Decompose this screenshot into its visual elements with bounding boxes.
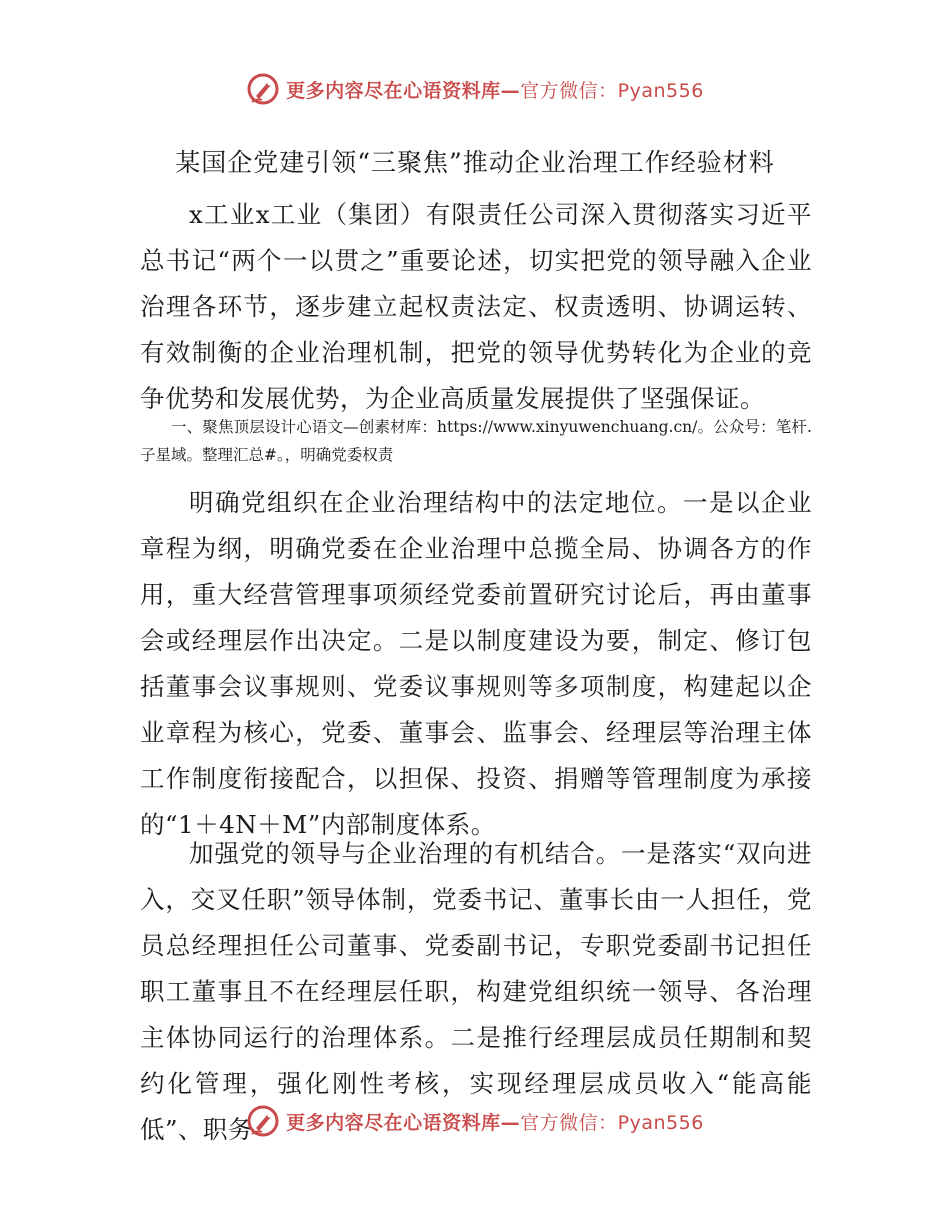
section-heading: 一、聚焦顶层设计心语文—创素材库：https://www.xinyuwenchuang.cn/。公众号：笔杆.子星域。整理汇总#。，明确党委权责 xyxy=(140,418,812,464)
banner-wechat-text: 官方微信：Pyan556 xyxy=(520,1111,704,1134)
intro-paragraph: x工业x工业（集团）有限责任公司深入贯彻落实习近平总书记“两个一以贯之”重要论述，切实把党的领导融入企业治理各环节，逐步建立起权责法定、权责透明、协调运转、有效制衡的企业治理机制，把党的领导优势转化为企业的竞争优势和发展优势，为企业高质量发展提供了坚强保证。 xyxy=(140,200,812,413)
pen-nib-logo-icon xyxy=(246,1104,280,1138)
body-paragraph-2: 加强党的领导与企业治理的有机结合。一是落实“双向进入，交叉任职”领导体制，党委书记、董事长由一人担任，党员总经理担任公司董事、党委副书记，专职党委副书记担任职工董事且不在经理层任职，构建党组织统一领导、各治理主体协同运行的治理体系。二是推行经理层成员任期制和契约化管理，强化刚性考核，实现经理层成员收入“能高能低”、职务 xyxy=(140,839,812,1144)
pen-nib-logo-icon xyxy=(246,72,280,106)
document-title: 某国企党建引领“三聚焦”推动企业治理工作经验材料 xyxy=(175,148,775,177)
banner-main-text: 更多内容尽在心语资料库 xyxy=(286,1111,501,1134)
banner-text xyxy=(286,1108,704,1135)
banner-main-text: 更多内容尽在心语资料库 xyxy=(286,79,501,102)
banner-dash: — xyxy=(500,79,521,102)
banner-wechat-text: 官方微信：Pyan556 xyxy=(520,79,704,102)
body-paragraph-1: 明确党组织在企业治理结构中的法定地位。一是以企业章程为纲，明确党委在企业治理中总揽全局、协调各方的作用，重大经营管理事项须经党委前置研究讨论后，再由董事会或经理层作出决定。二是以制度建设为要，制定、修订包括董事会议事规则、党委议事规则等多项制度，构建起以企业章程为核心，党委、董事会、监事会、经理层等治理主体工作制度衔接配合，以担保、投资、捐赠等管理制度为承接的“1＋4N＋M”内部制度体系。 xyxy=(140,488,812,839)
banner-dash: — xyxy=(500,1111,521,1134)
header-banner xyxy=(0,72,950,106)
banner-content xyxy=(246,72,704,106)
footer-banner xyxy=(0,1104,950,1138)
banner-content xyxy=(246,1104,704,1138)
banner-text xyxy=(286,76,704,103)
